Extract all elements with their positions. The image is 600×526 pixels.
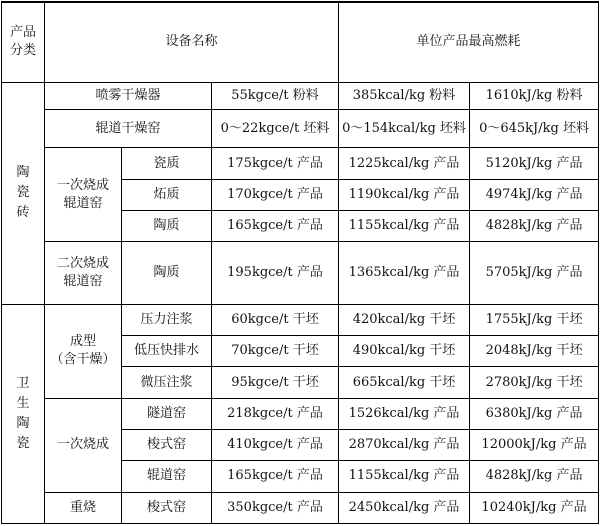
value-kcal: 1155kcal/kg 产品 [339, 461, 470, 492]
value-kcal: 2450kcal/kg 产品 [339, 492, 470, 523]
value-kj: 1610kJ/kg 粉料 [470, 82, 599, 109]
device-roller-dryer: 辊道干燥窑 [45, 109, 212, 148]
category-char: 瓷 [16, 185, 30, 201]
category-char: 瓷 [16, 435, 30, 451]
value-kgce: 165kgce/t 产品 [212, 461, 339, 492]
value-kcal: 1225kcal/kg 产品 [339, 148, 470, 179]
header-category [2, 2, 45, 82]
header-row [2, 2, 599, 82]
value-kgce: 0～22kgce/t 坯料 [212, 109, 339, 148]
value-kgce: 195kgce/t 产品 [212, 242, 339, 305]
value-kgce: 350kgce/t 产品 [212, 492, 339, 523]
value-kj: 6380kJ/kg 产品 [470, 398, 599, 429]
value-kj: 5705kJ/kg 产品 [470, 242, 599, 305]
device-name-line1: 二次烧成 [56, 256, 109, 272]
device-forming [45, 304, 122, 398]
product-type: 炻质 [122, 179, 212, 210]
value-kj: 4974kJ/kg 产品 [470, 179, 599, 210]
table-row [2, 148, 599, 179]
category-char: 砖 [16, 205, 30, 221]
category-char: 生 [16, 395, 30, 411]
device-single-fire: 一次烧成 [45, 398, 122, 492]
value-kgce: 218kgce/t 产品 [212, 398, 339, 429]
product-type: 陶质 [122, 242, 212, 305]
value-kcal: 385kcal/kg 粉料 [339, 82, 470, 109]
kiln-type: 梭式窑 [122, 492, 212, 523]
value-kj: 1755kJ/kg 干坯 [470, 304, 599, 335]
process-type: 低压快排水 [122, 336, 212, 367]
table-row [2, 242, 599, 273]
device-name-line1: 成型 [69, 334, 96, 350]
value-kcal: 1190kcal/kg 产品 [339, 179, 470, 210]
value-kj: 4828kJ/kg 产品 [470, 211, 599, 242]
value-kcal: 0～154kcal/kg 坯料 [339, 109, 470, 148]
header-device-name: 设备名称 [45, 2, 339, 82]
value-kcal: 420kcal/kg 干坯 [339, 304, 470, 335]
value-kgce: 410kgce/t 产品 [212, 430, 339, 461]
value-kj: 4828kJ/kg 产品 [470, 461, 599, 492]
value-kj: 5120kJ/kg 产品 [470, 148, 599, 179]
device-name-line1: 一次烧成 [56, 177, 109, 193]
device-name-line2: （含干燥） [50, 352, 116, 368]
value-kgce: 175kgce/t 产品 [212, 148, 339, 179]
product-type: 瓷质 [122, 148, 212, 179]
energy-consumption-table [1, 1, 599, 524]
header-consumption: 单位产品最高燃耗 [339, 2, 599, 82]
value-kgce: 55kgce/t 粉料 [212, 82, 339, 109]
header-category-line2: 分类 [9, 43, 36, 59]
table-row [2, 109, 599, 148]
value-kgce: 170kgce/t 产品 [212, 179, 339, 210]
device-spray-dryer: 喷雾干燥器 [45, 82, 212, 109]
value-kcal: 490kcal/kg 干坯 [339, 336, 470, 367]
value-kj: 2048kJ/kg 干坯 [470, 336, 599, 367]
value-kgce: 60kgce/t 干坯 [212, 304, 339, 335]
value-kj: 0～645kJ/kg 坯料 [470, 109, 599, 148]
process-type: 微压注浆 [122, 367, 212, 398]
value-kcal: 1155kcal/kg 产品 [339, 211, 470, 242]
value-kcal: 2870kcal/kg 产品 [339, 430, 470, 461]
kiln-type: 隧道窑 [122, 398, 212, 429]
category-sanitary-ceramic [2, 304, 45, 523]
category-char: 卫 [16, 375, 30, 391]
value-kcal: 1365kcal/kg 产品 [339, 242, 470, 305]
table-row [2, 492, 599, 523]
category-char: 陶 [16, 415, 30, 431]
table-row [2, 304, 599, 335]
value-kj: 12000kJ/kg 产品 [470, 430, 599, 461]
device-refire: 重烧 [45, 492, 122, 523]
table-row [2, 398, 599, 429]
kiln-type: 辊道窑 [122, 461, 212, 492]
header-category-line1: 产品 [9, 25, 36, 41]
value-kcal: 665kcal/kg 干坯 [339, 367, 470, 398]
device-name-line2: 辊道窑 [63, 274, 103, 290]
device-name-line2: 辊道窑 [63, 195, 103, 211]
device-single-fire-roller-kiln [45, 148, 122, 242]
value-kgce: 95kgce/t 干坯 [212, 367, 339, 398]
value-kj: 10240kJ/kg 产品 [470, 492, 599, 523]
category-char: 陶 [16, 165, 30, 181]
value-kcal: 1526kcal/kg 产品 [339, 398, 470, 429]
process-type: 压力注浆 [122, 304, 212, 335]
device-double-fire-roller-kiln [45, 242, 122, 305]
value-kgce: 165kgce/t 产品 [212, 211, 339, 242]
kiln-type: 梭式窑 [122, 430, 212, 461]
value-kgce: 70kgce/t 干坯 [212, 336, 339, 367]
product-type: 陶质 [122, 211, 212, 242]
category-ceramic-tile [2, 82, 45, 304]
value-kj: 2780kJ/kg 干坯 [470, 367, 599, 398]
table-row [2, 82, 599, 109]
